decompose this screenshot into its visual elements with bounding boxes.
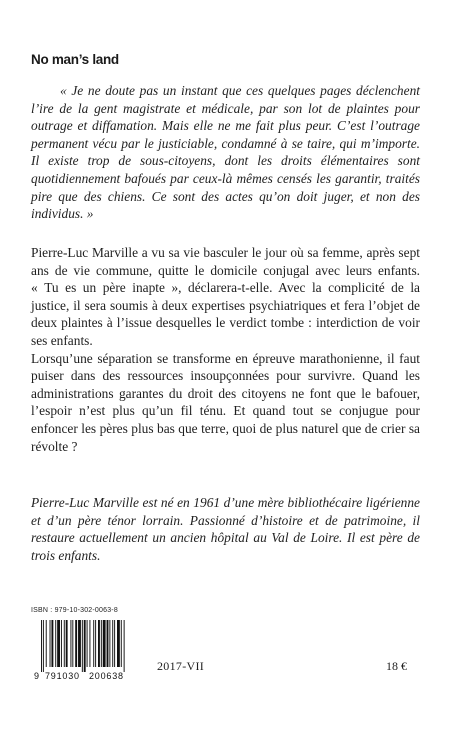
barcode-bars bbox=[41, 620, 125, 672]
price: 18 € bbox=[386, 659, 407, 673]
edition-code: 2017-VII bbox=[157, 659, 205, 673]
barcode-digit-group-1: 791030 bbox=[45, 671, 80, 681]
author-bio: Pierre-Luc Marville est né en 1961 d’une mère bibliothécaire ligérienne et d’un père ténor lorrain. Passionné d’histoire et de patrimoine, il restaure actuellement un ancien hôpital au Val de Loire. Il est père de trois enfants. bbox=[31, 495, 420, 563]
synopsis bbox=[31, 244, 420, 455]
synopsis-paragraph-2: Lorsqu’une séparation se transforme en épreuve marathonienne, il faut puiser dans des ressources insoupçonnées pour survivre. Quand les administrations garantes du droit des citoyens ne font que le bafouer, l’espoir n’est plus qu’un fil ténu. Et quand tout se conjugue pour enfoncer les pères plus bas que terre, quoi de plus naturel que de crier sa révolte ? bbox=[31, 350, 420, 454]
barcode-digit-group-2: 200638 bbox=[89, 671, 124, 681]
barcode bbox=[31, 618, 141, 681]
barcode-graphic bbox=[31, 618, 141, 681]
synopsis-paragraph-1: Pierre-Luc Marville a vu sa vie basculer le jour où sa femme, après sept ans de vie commune, quitte le domicile conjugal avec leurs enfants. « Tu es un père inapte », déclarera-t-elle. Avec la complicité de la justice, il sera soumis à deux expertises psychiatriques et fera l’objet de deux plaintes à l’issue desquelles le verdict tombe : interdiction de voir ses enfants. bbox=[31, 245, 420, 348]
book-title: No man’s land bbox=[31, 52, 119, 67]
barcode-lead-digit: 9 bbox=[34, 671, 40, 681]
author-quote: « Je ne doute pas un instant que ces quelques pages déclenchent l’ire de la gent magistrate et médicale, par son lot de plaintes pour outrage et diffamation. Mais elle ne me fait plus peur. C’est l’outrage permanent vécu par le justiciable, condamné à se taire, qui m’importe. Il existe trop de sous-citoyens, dont les droits élémentaires sont quotidiennement bafoués par ceux-là mêmes censés les garantir, traités pire que des chiens. Ce sont des actes qu’on doit juger, et non des individus. » bbox=[31, 83, 420, 222]
isbn-label: ISBN : 979-10-302-0063-8 bbox=[31, 607, 118, 614]
